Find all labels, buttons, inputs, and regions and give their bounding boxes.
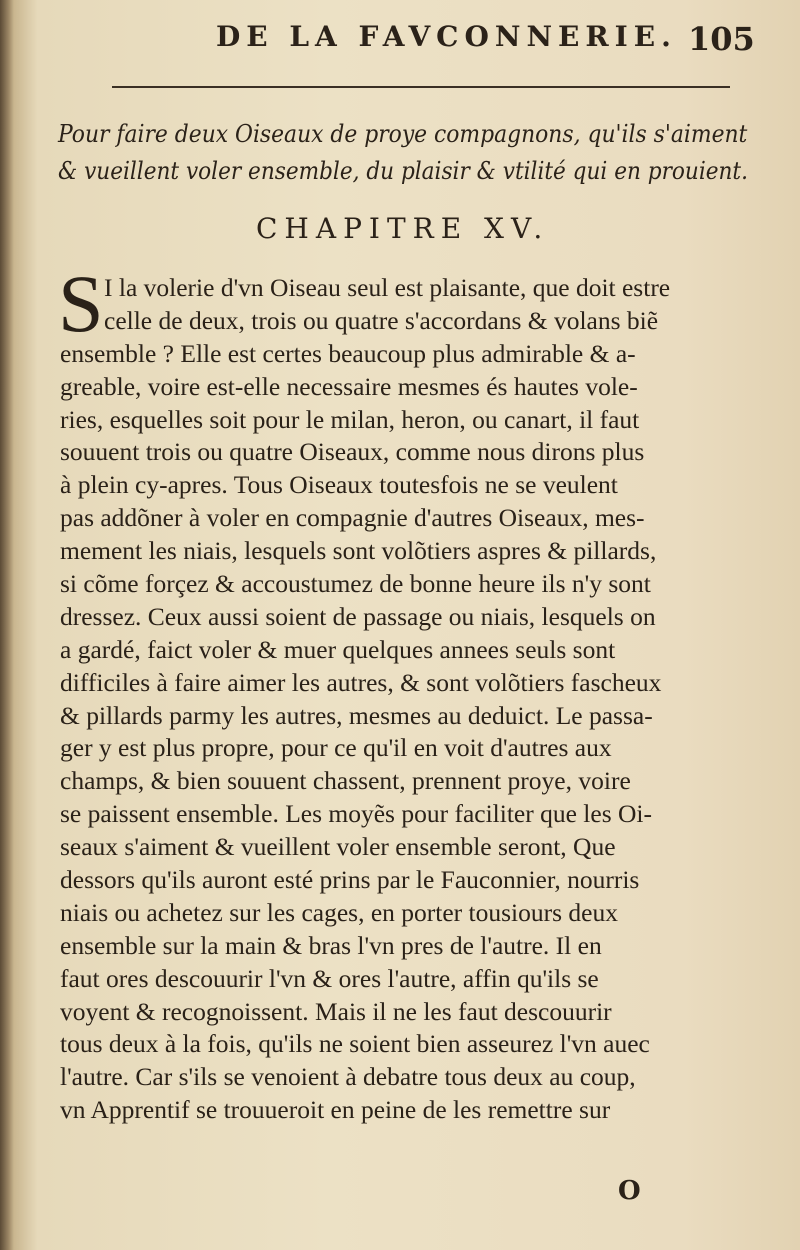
body-line: greable, voire est-elle necessaire mesmes és hautes vole-: [60, 371, 638, 401]
body-line: faut ores descouurir l'vn & ores l'autre, affin qu'ils se: [60, 963, 599, 993]
body-line: & pillards parmy les autres, mesmes au deduict. Le passa-: [60, 700, 653, 730]
body-line: souuent trois ou quatre Oiseaux, comme nous dirons plus: [60, 437, 645, 467]
chapter-title: [58, 116, 748, 190]
running-head: DE LA FAVCONNERIE.: [216, 20, 677, 53]
page-number: 105: [688, 20, 755, 58]
body-line: ensemble sur la main & bras l'vn pres de l'autre. Il en: [60, 930, 602, 960]
body-line: tous deux à la fois, qu'ils ne soient bien asseurez l'vn auec: [60, 1029, 650, 1059]
header-rule: [112, 86, 730, 88]
body-line: vn Apprentif se trouueroit en peine de les remettre sur: [60, 1095, 611, 1125]
body-line: difficiles à faire aimer les autres, & sont volõtiers fascheux: [60, 667, 662, 697]
book-gutter: [0, 0, 14, 1250]
catchword: O: [618, 1176, 641, 1206]
chapter-heading: CHAPITRE XV.: [256, 212, 550, 245]
body-line: a gardé, faict voler & muer quelques annees seuls sont: [60, 634, 616, 664]
body-text: [58, 258, 740, 1127]
body-line: voyent & recognoissent. Mais il ne les faut descouurir: [60, 996, 612, 1026]
body-line: celle de deux, trois ou quatre s'accordans & volans biẽ: [104, 305, 659, 335]
body-line: si cõme forçez & accoustumez de bonne heure ils n'y sont: [60, 569, 651, 599]
title-line: Pour faire deux Oiseaux de proye compagnons, qu'ils s'aiment: [58, 120, 748, 148]
drop-cap: S: [58, 258, 104, 349]
body-line: seaux s'aiment & vueillent voler ensemble seront, Que: [60, 832, 616, 862]
body-line: à plein cy-apres. Tous Oiseaux toutesfois ne se veulent: [60, 470, 618, 500]
body-line: dressez. Ceux aussi soient de passage ou niais, lesquels on: [60, 601, 656, 631]
body-line: pas addõner à voler en compagnie d'autres Oiseaux, mes-: [60, 503, 645, 533]
body-line: mement les niais, lesquels sont volõtiers aspres & pillards,: [60, 536, 657, 566]
body-line: ensemble ? Elle est certes beaucoup plus admirable & a-: [60, 338, 636, 368]
body-line: ries, esquelles soit pour le milan, heron, ou canart, il faut: [60, 404, 640, 434]
body-line: l'autre. Car s'ils se venoient à debatre tous deux au coup,: [60, 1062, 636, 1092]
body-line: se paissent ensemble. Les moyẽs pour faciliter que les Oi-: [60, 799, 652, 829]
body-line: ger y est plus propre, pour ce qu'il en voit d'autres aux: [60, 733, 612, 763]
body-line: dessors qu'ils auront esté prins par le Fauconnier, nourris: [60, 865, 640, 895]
body-line: I la volerie d'vn Oiseau seul est plaisante, que doit estre: [104, 273, 671, 302]
title-line: & vueillent voler ensemble, du plaisir & vtilité qui en prouient.: [58, 157, 748, 185]
body-line: niais ou achetez sur les cages, en porter tousiours deux: [60, 897, 618, 927]
body-line: champs, & bien souuent chassent, prennent proye, voire: [60, 766, 631, 796]
